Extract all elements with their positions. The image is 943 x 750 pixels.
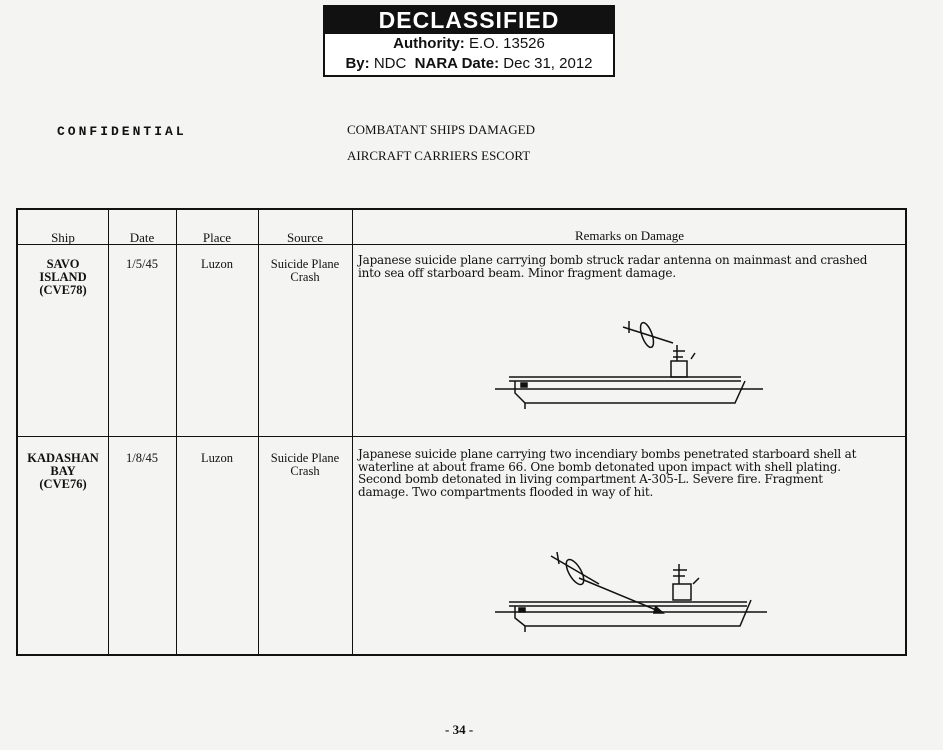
stamp-by-value: NDC	[373, 55, 407, 72]
column-divider	[108, 210, 109, 654]
ship-hull-number: (CVE76)	[39, 477, 87, 491]
table-row-place: Luzon	[201, 451, 233, 465]
table-row-remarks	[358, 254, 906, 279]
source-line: Suicide Plane	[270, 451, 340, 465]
classification-marking: CONFIDENTIAL	[57, 124, 187, 139]
ship-name-line: ISLAND	[39, 270, 87, 284]
remarks-line: waterline at about frame 66. One bomb detonated upon impact with shell plating.	[358, 459, 841, 474]
row-divider	[18, 436, 905, 437]
stamp-heading: DECLASSIFIED	[325, 7, 613, 34]
page-number: - 34 -	[445, 722, 474, 737]
header-date: Date	[129, 230, 155, 245]
ship-name-line: SAVO	[46, 257, 80, 271]
remarks-line: damage. Two compartments flooded in way of hit.	[358, 484, 654, 499]
table-row-remarks	[358, 448, 906, 498]
column-divider	[176, 210, 177, 654]
header-source: Source	[286, 230, 324, 245]
stamp-by-label: By:	[345, 55, 370, 72]
header-ship: Ship	[51, 230, 75, 245]
header-place: Place	[202, 230, 232, 245]
stamp-nara-label: NARA Date:	[414, 55, 500, 72]
document-title: COMBATANT SHIPS DAMAGED	[347, 122, 535, 137]
stamp-authority-line	[325, 34, 613, 54]
source-line: Crash	[290, 270, 320, 284]
table-row-ship	[18, 258, 108, 297]
stamp-authority-label: Authority:	[393, 35, 465, 52]
damage-table	[16, 208, 907, 656]
stamp-nara-value: Dec 31, 2012	[503, 55, 593, 72]
ship-hull-number: (CVE78)	[39, 283, 87, 297]
stamp-authority-value: E.O. 13526	[468, 35, 545, 52]
table-row-source	[258, 258, 352, 284]
ship-name-line: KADASHAN	[27, 451, 99, 465]
ship-name-line: BAY	[50, 464, 76, 478]
table-row-source	[258, 452, 352, 478]
table-row-place: Luzon	[201, 257, 233, 271]
table-row-ship	[18, 452, 108, 491]
ship-damage-diagram-kadashan-bay	[495, 550, 770, 635]
table-row-date: 1/8/45	[126, 451, 158, 465]
remarks-line: Second bomb detonated in living compartment A-305-L. Severe fire. Fragment	[358, 472, 823, 486]
remarks-line: Japanese suicide plane carrying bomb struck radar antenna on mainmast and crashed	[358, 253, 868, 267]
document-subtitle: AIRCRAFT CARRIERS ESCORT	[347, 148, 531, 163]
table-row-date: 1/5/45	[126, 257, 158, 271]
declassified-stamp	[323, 5, 615, 77]
header-remarks: Remarks on Damage	[574, 228, 685, 243]
stamp-by-line	[325, 54, 613, 74]
remarks-line: Japanese suicide plane carrying two incendiary bombs penetrated starboard shell at	[358, 447, 857, 461]
remarks-line: into sea off starboard beam. Minor fragment damage.	[358, 265, 676, 280]
source-line: Crash	[290, 464, 320, 478]
column-divider	[352, 210, 353, 654]
ship-damage-diagram-savo-island	[495, 315, 765, 410]
source-line: Suicide Plane	[270, 257, 340, 271]
